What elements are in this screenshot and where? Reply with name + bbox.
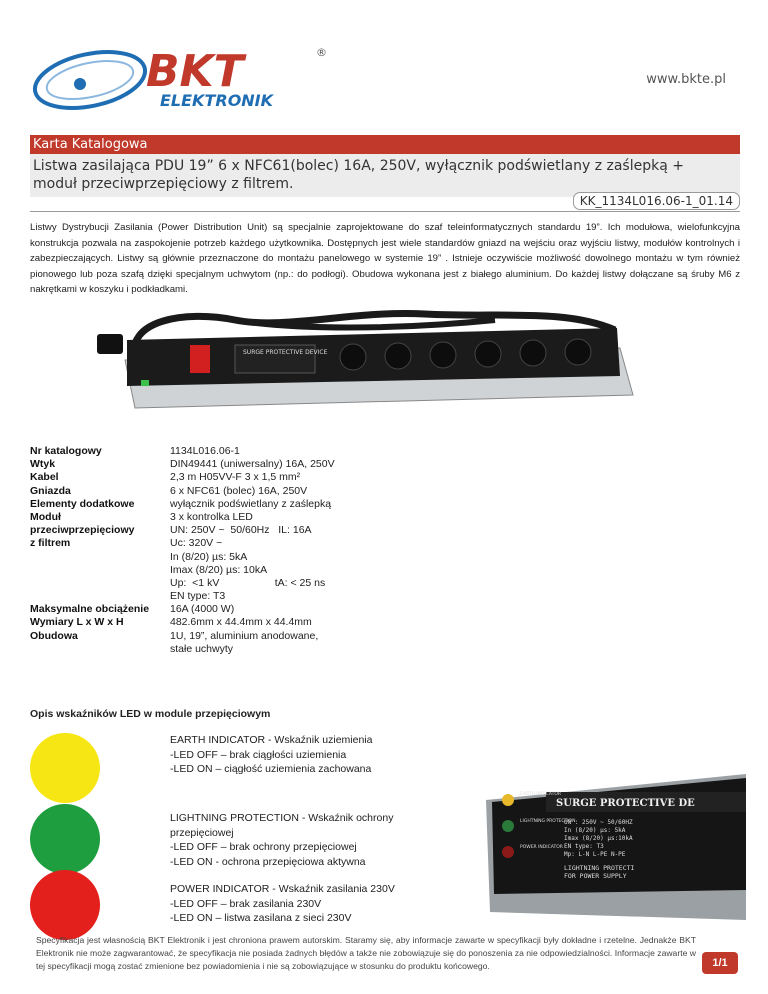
logo-main-text: BKT	[146, 46, 244, 97]
bkt-logo	[28, 38, 338, 118]
spec-label: Gniazda	[30, 484, 71, 497]
pdu-illustration	[95, 300, 655, 420]
spec-value: UN: 250V ~ 50/60Hz IL: 16A	[170, 524, 312, 537]
socket	[475, 341, 501, 367]
spec-value: 3 x kontrolka LED	[170, 510, 253, 523]
led-line: przepięciowej	[170, 826, 234, 839]
spec-label: Elementy dodatkowe	[30, 497, 135, 510]
module-footer: FOR POWER SUPPLY	[564, 872, 627, 880]
led-line: -LED OFF – brak ciągłości uziemienia	[170, 748, 347, 761]
spec-value: stałe uchwyty	[170, 642, 234, 655]
spec-label	[30, 551, 170, 564]
spec-label: Moduł	[30, 510, 61, 523]
catalog-card-bar	[30, 135, 740, 154]
website-url[interactable]: www.bkte.pl	[646, 72, 726, 87]
lightning-led	[502, 820, 514, 832]
spec-labels	[30, 445, 170, 656]
lightning-led-green-circle	[30, 804, 100, 874]
led-line: EARTH INDICATOR - Wskaźnik uziemienia	[170, 734, 373, 746]
spec-label	[30, 564, 170, 577]
spec-value: Uc: 320V ~	[170, 537, 223, 550]
plug	[97, 334, 123, 354]
spec-label: z filtrem	[30, 537, 71, 550]
spec-value: Up: <1 kV tA: < 25 ns	[170, 576, 326, 589]
product-title-line2: moduł przeciwprzepięciowy z filtrem.	[33, 176, 294, 192]
spec-value: In (8/20) µs: 5kA	[170, 550, 248, 563]
led-line: -LED ON - ochrona przepięciowa aktywna	[170, 855, 366, 868]
earth-led-yellow-circle	[30, 733, 100, 803]
green-indicator	[141, 380, 149, 386]
lightning-protection-text	[170, 811, 410, 869]
spec-value: Imax (8/20) µs: 10kA	[170, 563, 268, 576]
module-row-label: EARTH INDICATOR	[520, 792, 562, 797]
led-line: -LED OFF – brak zasilania 230V	[170, 897, 322, 910]
spec-value: 16A (4000 W)	[170, 603, 235, 616]
module-spec: UN : 250V ~ 50/60HZ	[564, 819, 633, 826]
socket	[520, 340, 546, 366]
spec-value: EN type: T3	[170, 590, 226, 603]
spec-value: 1134L016.06-1	[170, 445, 240, 457]
catalog-code: KK_1134L016.06-1_01.14	[573, 192, 740, 210]
spec-label: Wtyk	[30, 458, 56, 471]
surge-module-label: SURGE PROTECTIVE DEVICE	[243, 349, 328, 356]
spec-value: 6 x NFC61 (bolec) 16A, 250V	[170, 484, 308, 497]
socket	[340, 344, 366, 370]
logo-sub-text: ELEKTRONIK	[160, 91, 274, 110]
spec-label	[30, 643, 170, 656]
led-line: -LED OFF – brak ochrony przepięciowej	[170, 841, 357, 853]
module-row-label: POWER INDICATOR	[520, 845, 563, 850]
led-heading: Opis wskaźników LED w module przepięciowym	[30, 708, 271, 720]
surge-module-photo	[476, 770, 746, 920]
copyright-note: Specyfikacja jest własnością BKT Elektronik i jest chroniona prawem autorskim. Staramy się, aby informacje zawarte w specyfikacji były dokładne i rzetelne. Jednakże BKT Elektronik nie może zagwarantować, że specyfikacja nie posiada żadnych błędów a także nie zobowiązuje się do ponoszenia za nie odpowiedzialności. Informacje zawarte w tej specyfikacji mogą zostać zmienione bez powiadomienia i nie są zobowiązujące w stosunku do produktu końcowego.	[36, 935, 696, 971]
socket	[430, 342, 456, 368]
led-line: POWER INDICATOR - Wskaźnik zasilania 230V	[170, 883, 395, 895]
product-title-line1: Listwa zasilająca PDU 19” 6 x NFC61(bolec) 16A, 250V, wyłącznik podświetlany z zaślepką +	[33, 158, 684, 174]
module-spec: Imax (8/20) µs:10kA	[564, 835, 633, 842]
product-image	[95, 300, 655, 420]
power-led	[502, 846, 514, 858]
spec-label	[30, 590, 170, 603]
surge-module-closeup	[476, 770, 746, 920]
spec-value: DIN49441 (uniwersalny) 16A, 250V	[170, 458, 335, 471]
module-footer: LIGHTNING PROTECTI	[564, 864, 635, 872]
spec-values	[170, 445, 410, 656]
socket	[385, 343, 411, 369]
module-spec: Mp: L-N L-PE N-PE	[564, 851, 626, 858]
led-line: -LED ON – listwa zasilana z sieci 230V	[170, 912, 352, 924]
module-title: SURGE PROTECTIVE DE	[556, 798, 695, 809]
spec-label: Kabel	[30, 471, 59, 484]
module-row-label: LIGHTNING PROTECTION	[520, 819, 576, 824]
power-led-red-circle	[30, 870, 100, 940]
spec-label: Wymiary L x W x H	[30, 616, 124, 629]
spec-value: 482.6mm x 44.4mm x 44.4mm	[170, 616, 312, 629]
registered-mark: ®	[316, 46, 327, 59]
spec-label: Nr katalogowy	[30, 445, 102, 457]
spec-value: 1U, 19”, aluminium anodowane,	[170, 629, 319, 642]
spec-value: 2,3 m H05VV-F 3 x 1,5 mm²	[170, 471, 301, 484]
power-indicator-text	[170, 882, 410, 926]
socket	[565, 339, 591, 365]
spec-value: wyłącznik podświetlany z zaślepką	[170, 497, 332, 510]
spec-label: przeciwprzepięciowy	[30, 524, 135, 537]
module-spec: EN type: T3	[564, 843, 604, 850]
page-number: 1/1	[702, 952, 738, 974]
led-line: LIGHTNING PROTECTION - Wskaźnik ochrony	[170, 812, 394, 824]
spec-label: Obudowa	[30, 629, 78, 642]
catalog-code-line	[30, 192, 740, 212]
spec-label	[30, 577, 170, 590]
product-title-block	[30, 154, 740, 197]
led-line: -LED ON – ciągłość uziemienia zachowana	[170, 763, 372, 775]
bkt-logo-graphic	[28, 38, 338, 118]
catalog-card-label: Karta Katalogowa	[33, 137, 148, 152]
intro-paragraph: Listwy Dystrybucji Zasilania (Power Distribution Unit) są specjalnie zaprojektowane do szaf teleinformatycznych standardu 19”. Ich modułowa, wielofunkcyjna konstrukcja pozwala na zaspokojenie potrzeb każdego użytkownika. Dostępnych jest wiele standardów gniazd na wejściu oraz wyjściu listwy, modułów kontrolnych i zabezpieczających. Listwy są głównie przeznaczone do montażu panelowego w systemie 19” . Istnieje oczywiście możliwość dowolnego montażu w tym również pionowego lub poza szafą dzięki specjalnym uchwytom (np.: do podłogi). Obudowa wykonana jest z białego aluminium. Do każdej listwy dołączane są śruby M6 z nakrętkami w koszyku i podkładkami.	[30, 222, 740, 295]
earth-indicator-text	[170, 733, 410, 777]
spec-label: Maksymalne obciążenie	[30, 603, 150, 616]
module-spec: In (8/20) µs: 5kA	[564, 827, 626, 834]
power-switch	[190, 345, 210, 373]
earth-led	[502, 794, 514, 806]
